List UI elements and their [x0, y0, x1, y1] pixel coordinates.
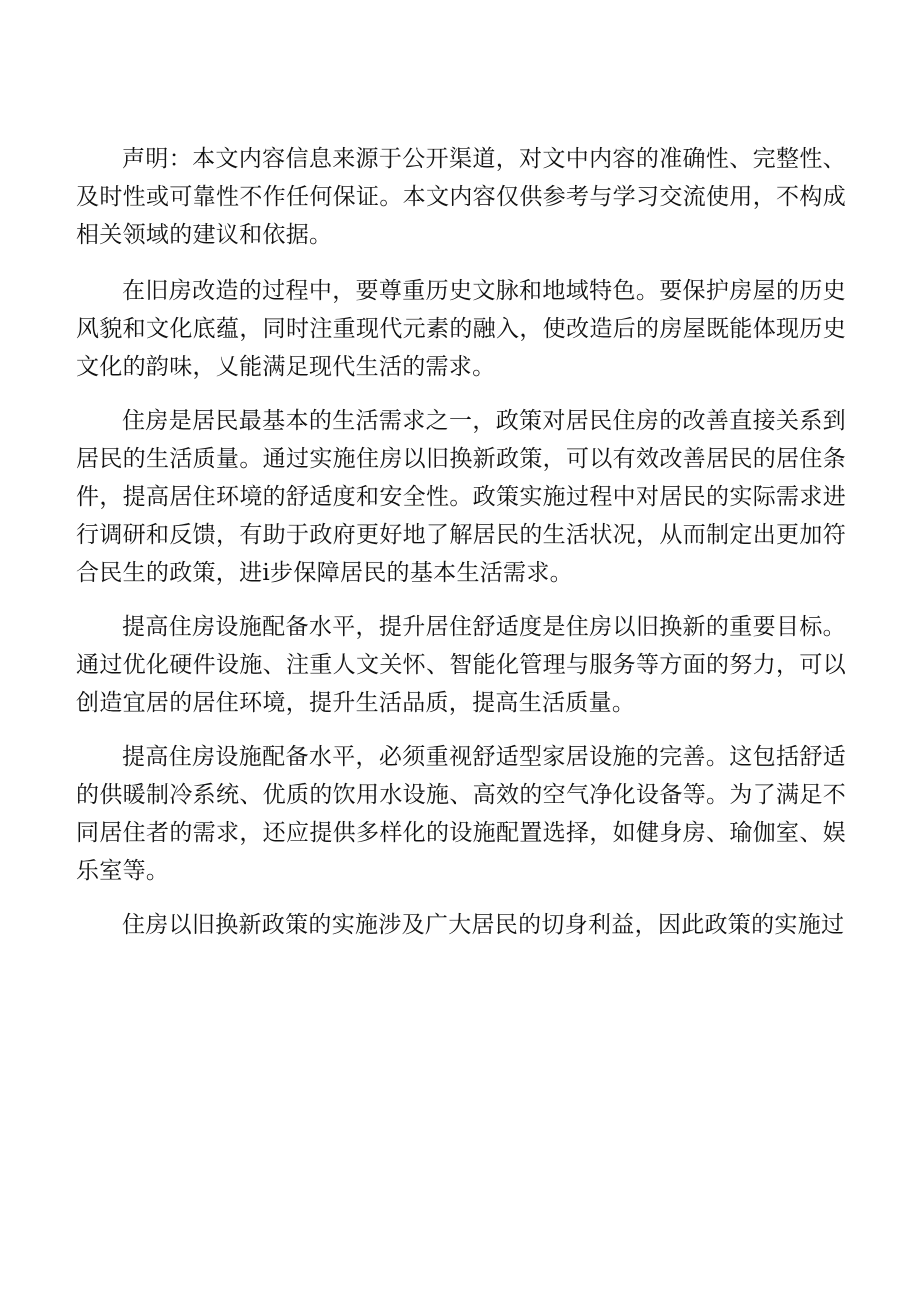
disclaimer-paragraph: 声明：本文内容信息来源于公开渠道，对文中内容的准确性、完整性、及时性或可靠性不作任何保证。本文内容仅供参考与学习交流使用，不构成相关领域的建议和依据。	[76, 146, 846, 248]
paragraph-policy-implementation: 住房以旧换新政策的实施涉及广大居民的切身利益，因此政策的实施过	[122, 912, 845, 938]
paragraph-comfort-facilities: 提高住房设施配备水平，必须重视舒适型家居设施的完善。这包括舒适的供暖制冷系统、优质的饮用水设施、高效的空气净化设备等。为了满足不同居住者的需求，还应提供多样化的设施配置选择，如健身房、瑜伽室、娱乐室等。	[76, 744, 846, 884]
paragraph-renovation-heritage: 在旧房改造的过程中，要尊重历史文脉和地域特色。要保护房屋的历史风貌和文化底蕴，同时注重现代元素的融入，使改造后的房屋既能体现历史文化的韵味，乂能满足现代生活的需求。	[76, 278, 846, 380]
paragraph-facility-goals: 提高住房设施配备水平，提升居住舒适度是住房以旧换新的重要目标。通过优化硬件设施、注重人文关怀、智能化管理与服务等方面的努力，可以创造宜居的居住环境，提升生活品质，提高生活质量。	[76, 614, 846, 716]
document-body	[76, 140, 846, 960]
paragraph-housing-needs: 住房是居民最基本的生活需求之一，政策对居民住房的改善直接关系到居民的生活质量。通过实施住房以旧换新政策，可以有效改善居民的居住条件，提高居住环境的舒适度和安全性。政策实施过程中对居民的实际需求进行调研和反馈，有助于政府更好地了解居民的生活状况，从而制定出更加符合民生的政策，进i步保障居民的基本生活需求。	[76, 408, 846, 586]
